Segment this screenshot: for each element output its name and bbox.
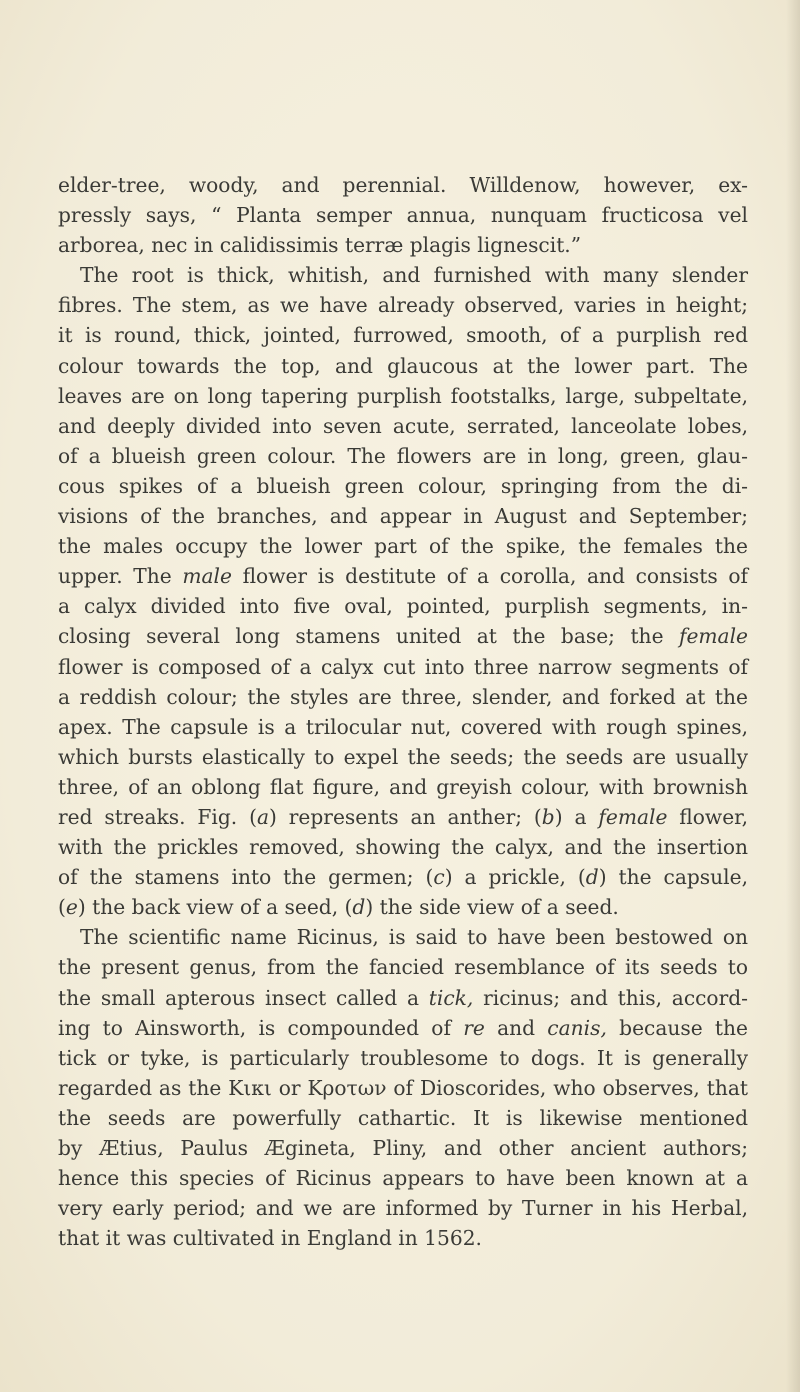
text-run: of the stamens into the germen; ( xyxy=(58,865,434,890)
text-run: closing several long stamens united at the base; the xyxy=(58,624,679,649)
text-line xyxy=(58,983,748,1013)
text-line: three, of an oblong flat figure, and greyish colour, with brownish xyxy=(58,774,748,799)
text-run: ) a prickle, ( xyxy=(444,865,586,890)
text-line: the present genus, from the fancied resemblance of its seeds to xyxy=(58,955,748,980)
text-line xyxy=(58,802,748,832)
text-run: ) a xyxy=(554,804,599,829)
text-line: very early period; and we are informed by Turner in his Herbal, xyxy=(58,1196,748,1221)
text-line: flower is composed of a calyx cut into three narrow segments of xyxy=(58,654,748,679)
text-line: by Ætius, Paulus Ægineta, Pliny, and other ancient authors; xyxy=(58,1136,748,1160)
text-line: colour towards the top, and glaucous at the lower part. The xyxy=(58,353,748,378)
text-line xyxy=(58,1013,748,1043)
text-run: the small apterous insect called a xyxy=(58,985,429,1010)
italic-run: re xyxy=(463,1015,485,1040)
text-line: fibres. The stem, as we have already observed, varies in height; xyxy=(58,293,748,318)
text-run: ( xyxy=(58,895,66,920)
text-run: ) the side view of a seed. xyxy=(365,895,619,920)
italic-run: tick, xyxy=(428,985,474,1010)
text-line: a reddish colour; the styles are three, slender, and forked at the xyxy=(58,684,748,709)
body-text xyxy=(58,170,748,1253)
text-line xyxy=(58,561,748,591)
page-edge-shadow xyxy=(786,0,800,1392)
text-line: a calyx divided into five oval, pointed, purplish segments, in- xyxy=(58,594,748,619)
text-run: ) represents an anther; ( xyxy=(269,804,542,829)
text-line: arborea, nec in calidissimis terræ plagis lignescit.” xyxy=(58,233,582,258)
text-line: the males occupy the lower part of the spike, the females the xyxy=(58,534,748,559)
text-line: of a blueish green colour. The flowers are in long, green, glau- xyxy=(58,443,748,468)
text-line: it is round, thick, jointed, furrowed, smooth, of a purplish red xyxy=(58,323,748,348)
text-run: flower is destitute of a corolla, and consists of xyxy=(231,564,748,589)
text-run: ) the capsule, xyxy=(598,865,748,890)
italic-run: d xyxy=(585,865,599,890)
text-line: tick or tyke, is particularly troublesome to dogs. It is generally xyxy=(58,1045,748,1070)
text-line: visions of the branches, and appear in August and September; xyxy=(58,504,748,529)
italic-run: d xyxy=(352,895,366,920)
text-run: flower, xyxy=(667,804,748,829)
text-line: apex. The capsule is a trilocular nut, covered with rough spines, xyxy=(58,714,748,739)
text-line xyxy=(58,862,748,892)
text-line: The scientific name Ricinus, is said to have been bestowed on xyxy=(80,925,748,950)
italic-run: female xyxy=(598,804,668,829)
italic-run: e xyxy=(65,895,78,920)
text-line: and deeply divided into seven acute, serrated, lanceolate lobes, xyxy=(58,413,748,438)
text-line xyxy=(58,621,748,651)
text-run: ) the back view of a seed, ( xyxy=(77,895,353,920)
italic-run: male xyxy=(182,564,232,589)
italic-run: a xyxy=(256,804,270,829)
text-line: with the prickles removed, showing the calyx, and the insertion xyxy=(58,835,748,860)
text-run: ing to Ainsworth, is compounded of xyxy=(58,1015,464,1040)
text-line: The root is thick, whitish, and furnished with many slender xyxy=(80,263,748,288)
text-line: hence this species of Ricinus appears to have been known at a xyxy=(58,1166,748,1191)
italic-run: canis, xyxy=(547,1015,607,1040)
text-run: ricinus; and this, accord- xyxy=(473,985,748,1010)
text-line: that it was cultivated in England in 1562. xyxy=(58,1226,482,1251)
italic-run: c xyxy=(433,865,445,890)
italic-run: b xyxy=(541,804,555,829)
text-line: pressly says, “ Planta semper annua, nunquam fructicosa vel xyxy=(58,203,748,228)
text-line: elder-tree, woody, and perennial. Willdenow, however, ex- xyxy=(58,173,748,197)
text-run: upper. The xyxy=(58,564,183,589)
text-run: and xyxy=(484,1015,548,1040)
text-line: regarded as the Κικι or Κροτων of Dioscorides, who observes, that xyxy=(58,1075,748,1100)
text-line: which bursts elastically to expel the seeds; the seeds are usually xyxy=(58,744,748,769)
text-run: because the xyxy=(606,1015,748,1040)
text-line: the seeds are powerfully cathartic. It is likewise mentioned xyxy=(58,1105,748,1130)
text-run: red streaks. Fig. ( xyxy=(58,804,257,829)
text-line xyxy=(58,892,748,922)
italic-run: female xyxy=(678,624,748,649)
text-line: leaves are on long tapering purplish footstalks, large, subpeltate, xyxy=(58,383,748,408)
text-line: cous spikes of a blueish green colour, springing from the di- xyxy=(58,473,748,498)
